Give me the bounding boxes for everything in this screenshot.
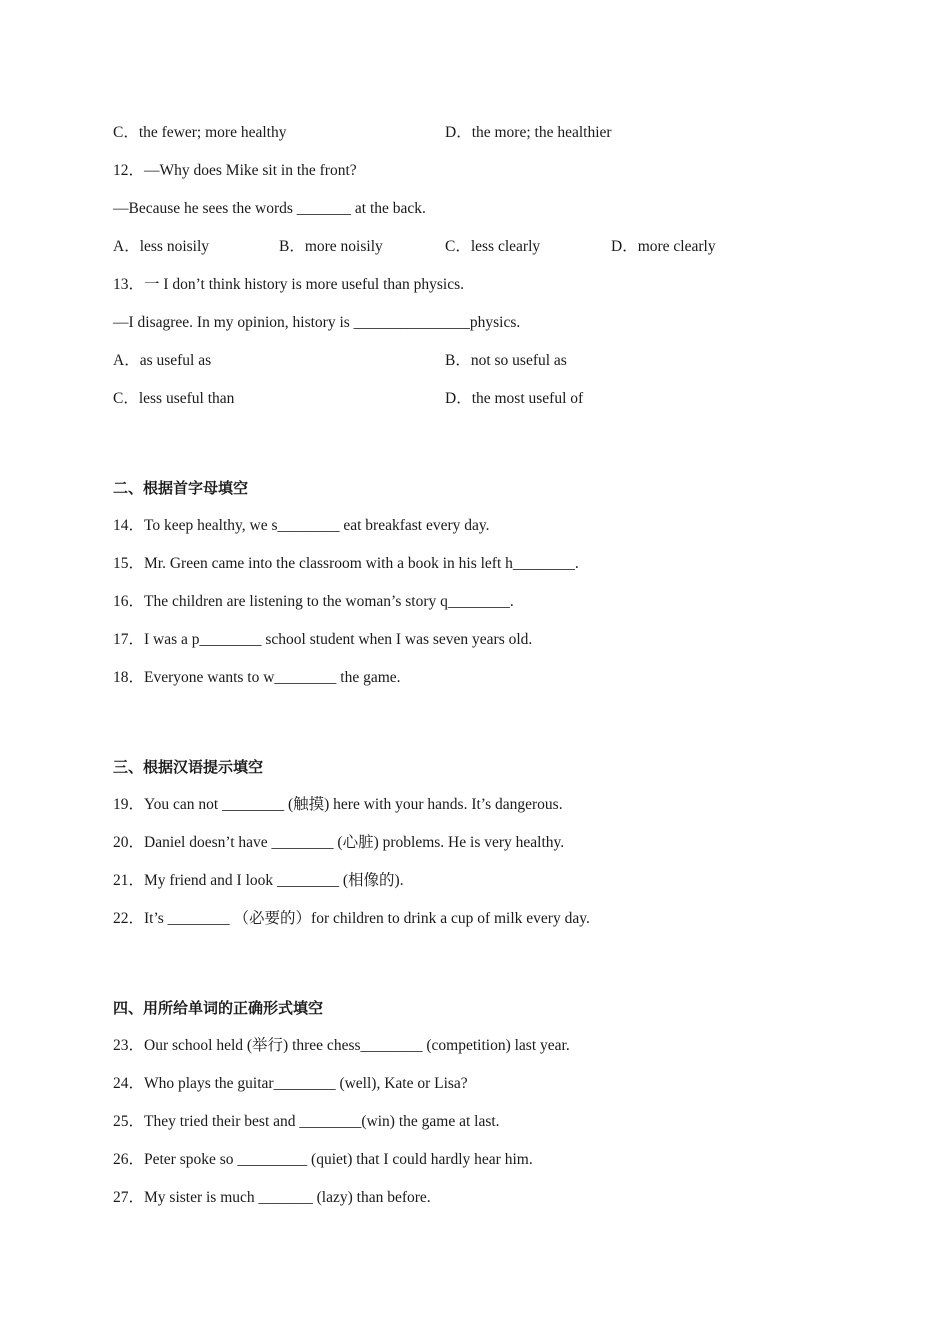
option-d: D．more clearly	[611, 238, 716, 255]
question-item: 18．Everyone wants to w________ the game.	[113, 669, 401, 686]
question-item: 22．It’s ________ （必要的）for children to drink a cup of milk every day.	[113, 910, 590, 927]
option-b: B．not so useful as	[445, 352, 567, 369]
question-item: 19．You can not ________ (触摸) here with your hands. It’s dangerous.	[113, 796, 563, 813]
question-item: 17．I was a p________ school student when I was seven years old.	[113, 631, 533, 648]
option-b: B．more noisily	[279, 238, 383, 255]
question-item: 25．They tried their best and ________(win) the game at last.	[113, 1113, 500, 1130]
question-stem: 13．一 I don’t think history is more useful than physics.	[113, 276, 465, 293]
question-item: 14．To keep healthy, we s________ eat breakfast every day.	[113, 517, 490, 534]
option-c: C．the fewer; more healthy	[113, 124, 287, 141]
option-a: A．as useful as	[113, 352, 212, 369]
question-item: 15．Mr. Green came into the classroom with a book in his left h________.	[113, 555, 579, 572]
question-reply: —I disagree. In my opinion, history is _______________physics.	[113, 314, 521, 331]
option-d: D．the more; the healthier	[445, 124, 612, 141]
option-c: C．less clearly	[445, 238, 541, 255]
section-heading: 四、用所给单词的正确形式填空	[113, 999, 324, 1017]
option-a: A．less noisily	[113, 238, 210, 255]
question-item: 24．Who plays the guitar________ (well), Kate or Lisa?	[113, 1075, 468, 1092]
section-heading: 三、根据汉语提示填空	[113, 758, 264, 776]
question-item: 20．Daniel doesn’t have ________ (心脏) problems. He is very healthy.	[113, 834, 565, 851]
question-item: 27．My sister is much _______ (lazy) than before.	[113, 1189, 431, 1206]
option-d: D．the most useful of	[445, 390, 584, 407]
question-item: 23．Our school held (举行) three chess________ (competition) last year.	[113, 1037, 570, 1054]
question-item: 26．Peter spoke so _________ (quiet) that I could hardly hear him.	[113, 1151, 533, 1168]
section-heading: 二、根据首字母填空	[113, 479, 249, 497]
question-item: 16．The children are listening to the woman’s story q________.	[113, 593, 514, 610]
question-stem: 12．—Why does Mike sit in the front?	[113, 162, 357, 179]
question-item: 21．My friend and I look ________ (相像的).	[113, 872, 404, 889]
question-reply: —Because he sees the words _______ at the back.	[113, 200, 426, 217]
option-c: C．less useful than	[113, 390, 235, 407]
